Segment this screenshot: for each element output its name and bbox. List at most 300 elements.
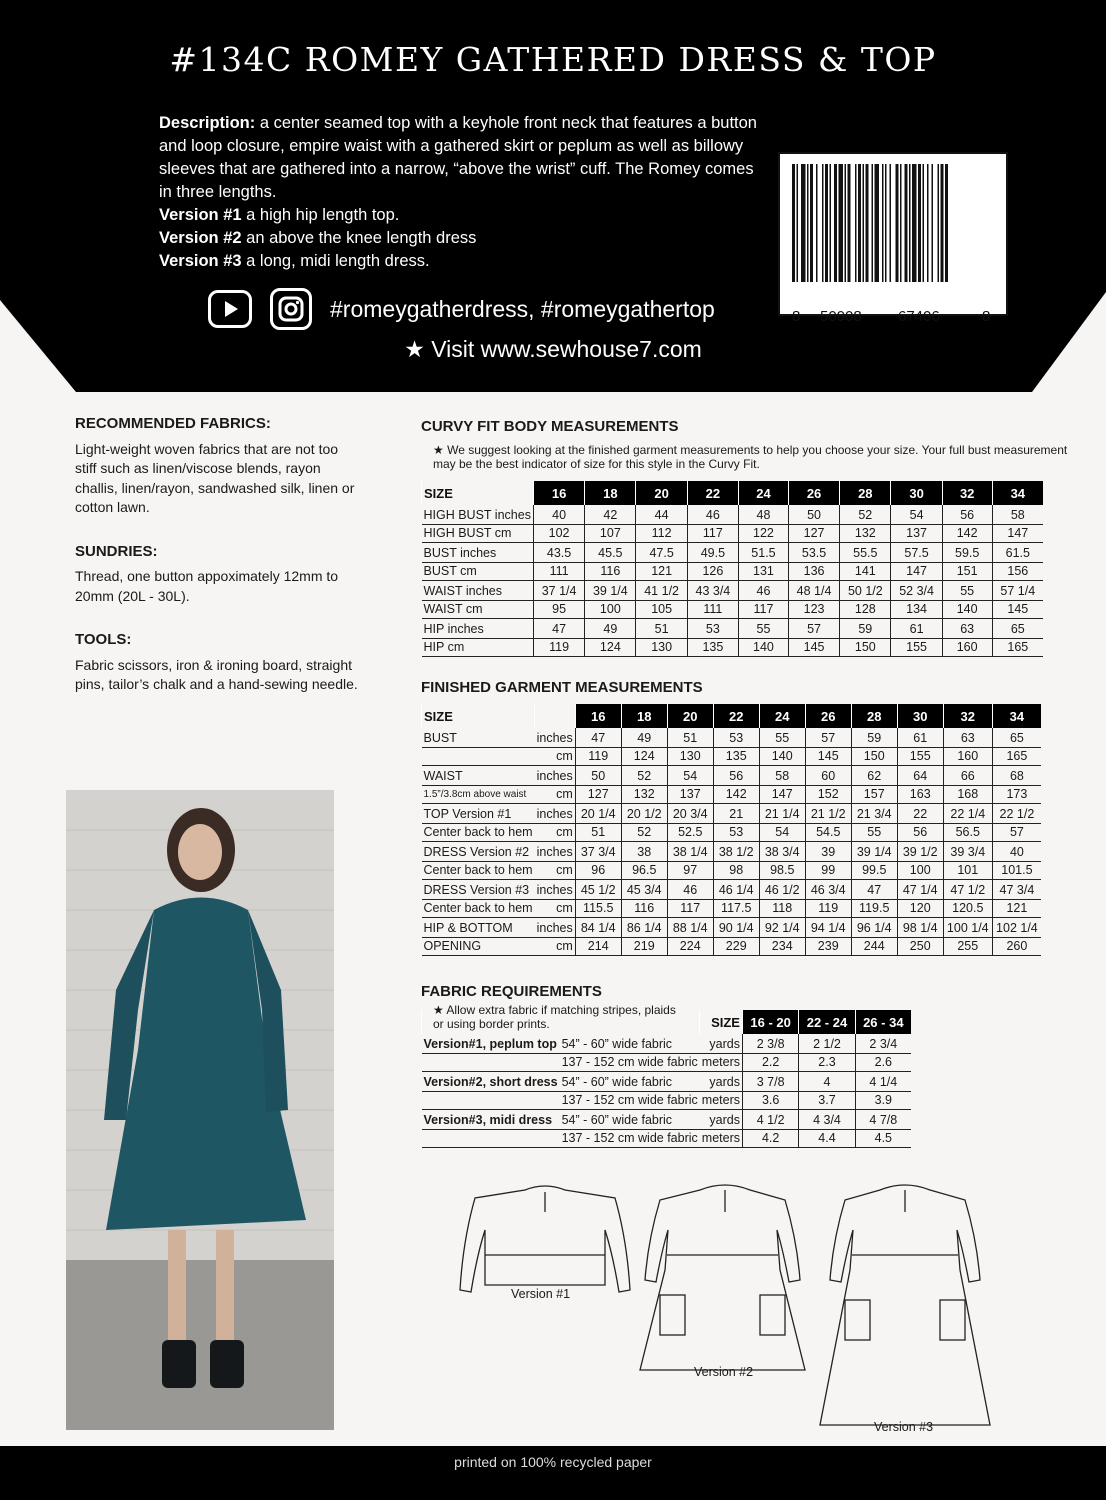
measurement-group xyxy=(422,543,1044,581)
table-cell: 132 xyxy=(621,786,667,804)
table-cell: 101.5 xyxy=(992,862,1041,880)
table-cell: 214 xyxy=(575,938,621,956)
row-label: OPENING xyxy=(422,938,535,956)
table-cell: 100 xyxy=(585,601,636,619)
table-cell: 116 xyxy=(585,563,636,581)
header-row xyxy=(422,1010,912,1034)
table-cell: 22 xyxy=(897,804,943,824)
barcode-bar xyxy=(866,164,869,282)
table-cell: 46 xyxy=(739,581,789,601)
row-label: Center back to hem xyxy=(422,862,535,880)
sundries-heading: SUNDRIES: xyxy=(75,542,158,560)
measurement-group xyxy=(422,804,1042,842)
version-name: Version#2, short dress xyxy=(422,1072,560,1092)
table-cell: 160 xyxy=(942,639,992,657)
technical-drawings xyxy=(455,1180,1015,1430)
table-cell: 132 xyxy=(840,525,891,543)
table-cell: 140 xyxy=(759,748,805,766)
spacer xyxy=(422,1010,700,1034)
table-cell: 157 xyxy=(851,786,897,804)
measurement-group xyxy=(422,505,1044,543)
table-cell: 47 xyxy=(575,728,621,748)
row-label xyxy=(422,748,535,766)
table-cell: 65 xyxy=(992,728,1041,748)
table-cell: 145 xyxy=(788,639,839,657)
version-name-blank xyxy=(422,1054,560,1072)
table-cell: 239 xyxy=(805,938,851,956)
table-cell: 99.5 xyxy=(851,862,897,880)
table-cell: 52 xyxy=(840,505,891,525)
table-cell: 234 xyxy=(759,938,805,956)
table-cell: 120 xyxy=(897,900,943,918)
table-cell: 4 1/2 xyxy=(742,1110,798,1130)
table-cell: 20 3/4 xyxy=(667,804,713,824)
table-row xyxy=(422,766,1042,786)
table-cell: 4.5 xyxy=(855,1130,911,1148)
table-cell: 2 1/2 xyxy=(799,1034,855,1054)
table-cell: 127 xyxy=(575,786,621,804)
table-cell: 117 xyxy=(739,601,789,619)
table-row xyxy=(422,748,1042,766)
table-cell: 21 1/4 xyxy=(759,804,805,824)
row-unit: inches xyxy=(535,766,576,786)
table-cell: 55 xyxy=(739,619,789,639)
table-cell: 20 1/4 xyxy=(575,804,621,824)
table-cell: 165 xyxy=(992,748,1041,766)
table-cell: 48 xyxy=(739,505,789,525)
table-cell: 136 xyxy=(788,563,839,581)
table-cell: 99 xyxy=(805,862,851,880)
sundries-text: Thread, one button appoximately 12mm to 20mm (20L - 30L). xyxy=(75,568,339,604)
table-cell: 111 xyxy=(687,601,738,619)
table-cell: 57 xyxy=(992,824,1041,842)
table-cell: 52.5 xyxy=(667,824,713,842)
body-measurements-table xyxy=(421,481,1043,657)
row-unit: cm xyxy=(535,824,576,842)
table-cell: 52 xyxy=(621,824,667,842)
barcode-bar xyxy=(810,164,813,282)
version-3-text: a long, midi length dress. xyxy=(241,252,430,270)
barcode-digits-left: 50008 xyxy=(820,308,862,325)
table-cell: 53.5 xyxy=(788,543,839,563)
size-col-header: 30 xyxy=(897,704,943,728)
table-cell: 47 1/2 xyxy=(943,880,992,900)
table-cell: 102 1/4 xyxy=(992,918,1041,938)
table-cell: 46 xyxy=(667,880,713,900)
table-cell: 102 xyxy=(533,525,584,543)
table-cell: 57 xyxy=(805,728,851,748)
table-cell: 46 xyxy=(687,505,738,525)
table-row xyxy=(422,842,1042,862)
size-col-header: 22 xyxy=(713,704,759,728)
barcode-bar xyxy=(909,164,911,282)
fabric-requirements-note: ★ Allow extra fabric if matching stripes, plaids or using border prints. xyxy=(433,1003,676,1031)
barcode-bar xyxy=(792,164,795,282)
table-cell: 59 xyxy=(840,619,891,639)
table-cell: 2 3/4 xyxy=(855,1034,911,1054)
size-col-header: 34 xyxy=(992,481,1043,505)
version-name-blank xyxy=(422,1130,560,1148)
table-cell: 40 xyxy=(992,842,1041,862)
measurement-group xyxy=(422,581,1044,619)
website-link[interactable]: ★ Visit www.sewhouse7.com xyxy=(404,336,702,362)
barcode-bar xyxy=(863,164,865,282)
barcode-bar xyxy=(816,164,818,282)
table-row xyxy=(422,1072,912,1092)
table-cell: 66 xyxy=(943,766,992,786)
table-cell: 250 xyxy=(897,938,943,956)
table-cell: 65 xyxy=(992,619,1043,639)
table-cell: 165 xyxy=(992,639,1043,657)
table-cell: 101 xyxy=(943,862,992,880)
instagram-icon[interactable] xyxy=(270,288,312,330)
table-row xyxy=(422,1110,912,1130)
measurement-group xyxy=(422,619,1044,657)
barcode-bar xyxy=(896,164,899,282)
table-cell: 119 xyxy=(805,900,851,918)
table-cell: 50 xyxy=(788,505,839,525)
row-label: HIGH BUST cm xyxy=(422,525,534,543)
table-cell: 58 xyxy=(992,505,1043,525)
table-cell: 2.3 xyxy=(799,1054,855,1072)
table-row xyxy=(422,505,1044,525)
table-row xyxy=(422,1130,912,1148)
table-cell: 56 xyxy=(713,766,759,786)
table-cell: 142 xyxy=(713,786,759,804)
table-cell: 147 xyxy=(759,786,805,804)
table-cell: 2.6 xyxy=(855,1054,911,1072)
table-cell: 4.4 xyxy=(799,1130,855,1148)
table-cell: 47 xyxy=(533,619,584,639)
table-cell: 53 xyxy=(713,824,759,842)
fabric-width: 54” - 60” wide fabric xyxy=(560,1034,700,1054)
barcode-bar xyxy=(839,164,844,282)
table-cell: 56 xyxy=(897,824,943,842)
hashtags: #romeygatherdress, #romeygathertop xyxy=(330,295,715,322)
barcode-digit-check: 8 xyxy=(982,308,991,325)
table-cell: 55.5 xyxy=(840,543,891,563)
header-banner xyxy=(0,0,1106,392)
fabric-requirements-table xyxy=(421,1010,911,1148)
row-unit: inches xyxy=(535,918,576,938)
table-cell: 95 xyxy=(533,601,584,619)
caption-version-2: Version #2 xyxy=(694,1365,754,1379)
barcode-bar xyxy=(848,164,851,282)
table-cell: 55 xyxy=(851,824,897,842)
fabric-width: 54” - 60” wide fabric xyxy=(560,1110,700,1130)
page-title: #134C ROMEY GATHERED DRESS & TOP xyxy=(169,40,937,79)
barcode xyxy=(778,152,1008,325)
table-cell: 51 xyxy=(636,619,687,639)
row-label: TOP Version #1 xyxy=(422,804,535,824)
table-cell: 49.5 xyxy=(687,543,738,563)
table-cell: 117 xyxy=(687,525,738,543)
table-cell: 61.5 xyxy=(992,543,1043,563)
table-cell: 39 1/2 xyxy=(897,842,943,862)
size-col-header: 22 xyxy=(687,481,738,505)
table-row xyxy=(422,525,1044,543)
table-cell: 3.6 xyxy=(742,1092,798,1110)
table-cell: 120.5 xyxy=(943,900,992,918)
barcode-bar xyxy=(830,164,832,282)
barcode-bar xyxy=(941,164,944,282)
table-cell: 47 xyxy=(851,880,897,900)
barcode-bar xyxy=(923,164,925,282)
table-cell: 57.5 xyxy=(891,543,942,563)
table-cell: 92 1/4 xyxy=(759,918,805,938)
barcode-bar xyxy=(872,164,874,282)
table-cell: 112 xyxy=(636,525,687,543)
table-cell: 107 xyxy=(585,525,636,543)
table-cell: 140 xyxy=(739,639,789,657)
table-row xyxy=(422,1054,912,1072)
table-cell: 145 xyxy=(992,601,1043,619)
table-row xyxy=(422,918,1042,938)
table-cell: 173 xyxy=(992,786,1041,804)
table-cell: 118 xyxy=(759,900,805,918)
table-cell: 38 1/2 xyxy=(713,842,759,862)
size-col-header: 28 xyxy=(851,704,897,728)
table-cell: 90 1/4 xyxy=(713,918,759,938)
table-cell: 152 xyxy=(805,786,851,804)
footer: printed on 100% recycled paper xyxy=(0,1446,1106,1500)
table-cell: 123 xyxy=(788,601,839,619)
barcode-bar xyxy=(938,164,940,282)
fabric-unit: meters xyxy=(700,1092,743,1110)
table-cell: 124 xyxy=(585,639,636,657)
barcode-bar xyxy=(875,164,880,282)
table-cell: 150 xyxy=(851,748,897,766)
table-cell: 60 xyxy=(805,766,851,786)
table-row xyxy=(422,1034,912,1054)
fabric-requirements-title: FABRIC REQUIREMENTS xyxy=(421,983,602,1000)
table-cell: 56.5 xyxy=(943,824,992,842)
table-cell: 115.5 xyxy=(575,900,621,918)
table-cell: 126 xyxy=(687,563,738,581)
table-cell: 116 xyxy=(621,900,667,918)
fabric-width: 137 - 152 cm wide fabric xyxy=(560,1130,700,1148)
table-cell: 62 xyxy=(851,766,897,786)
table-cell: 155 xyxy=(891,639,942,657)
table-cell: 147 xyxy=(992,525,1043,543)
barcode-bar xyxy=(845,164,847,282)
table-cell: 119.5 xyxy=(851,900,897,918)
table-cell: 160 xyxy=(943,748,992,766)
fabric-group xyxy=(422,1034,912,1072)
table-cell: 39 1/4 xyxy=(585,581,636,601)
table-cell: 224 xyxy=(667,938,713,956)
version-name: Version#3, midi dress xyxy=(422,1110,560,1130)
finished-measurements-table xyxy=(421,704,1041,956)
row-label: Center back to hem xyxy=(422,900,535,918)
row-label: Center back to hem xyxy=(422,824,535,842)
barcode-bar xyxy=(822,164,824,282)
table-cell: 156 xyxy=(992,563,1043,581)
fabric-unit: yards xyxy=(700,1110,743,1130)
table-row xyxy=(422,619,1044,639)
row-label: WAIST xyxy=(422,766,535,786)
table-cell: 52 xyxy=(621,766,667,786)
fabric-unit: yards xyxy=(700,1034,743,1054)
measurement-group xyxy=(422,728,1042,766)
table-cell: 43.5 xyxy=(533,543,584,563)
row-unit: inches xyxy=(535,842,576,862)
table-cell: 63 xyxy=(942,619,992,639)
fabric-unit: meters xyxy=(700,1054,743,1072)
table-cell: 4 1/4 xyxy=(855,1072,911,1092)
row-label: BUST xyxy=(422,728,535,748)
table-cell: 48 1/4 xyxy=(788,581,839,601)
barcode-bar xyxy=(885,164,887,282)
version-name-blank xyxy=(422,1092,560,1110)
size-col-header: 26 - 34 xyxy=(855,1010,911,1034)
table-cell: 37 3/4 xyxy=(575,842,621,862)
table-cell: 57 1/4 xyxy=(992,581,1043,601)
table-cell: 122 xyxy=(739,525,789,543)
table-cell: 4 3/4 xyxy=(799,1110,855,1130)
version-name: Version#1, peplum top xyxy=(422,1034,560,1054)
table-cell: 130 xyxy=(667,748,713,766)
size-col-header: 20 xyxy=(636,481,687,505)
size-col-header: 24 xyxy=(739,481,789,505)
row-label: DRESS Version #2 xyxy=(422,842,535,862)
tools-heading: TOOLS: xyxy=(75,631,132,648)
table-cell: 100 xyxy=(897,862,943,880)
barcode-bar xyxy=(890,164,892,282)
table-cell: 51 xyxy=(575,824,621,842)
table-cell: 145 xyxy=(805,748,851,766)
barcode-bar xyxy=(825,164,828,282)
table-cell: 54 xyxy=(667,766,713,786)
row-unit: inches xyxy=(535,804,576,824)
table-cell: 131 xyxy=(739,563,789,581)
table-row xyxy=(422,804,1042,824)
measurement-group xyxy=(422,842,1042,880)
table-cell: 151 xyxy=(942,563,992,581)
description-text: a center seamed top with a keyhole front neck that features a button and loop closure, empire waist with a gathered skirt or peplum as well as billowy sleeves that are gathered into a narrow, “above the wrist” cuff. The Romey comes in three lengths. xyxy=(159,114,757,201)
table-cell: 150 xyxy=(840,639,891,657)
row-unit: cm xyxy=(535,900,576,918)
table-cell: 105 xyxy=(636,601,687,619)
table-cell: 51 xyxy=(667,728,713,748)
table-cell: 147 xyxy=(891,563,942,581)
version-2-text: an above the knee length dress xyxy=(241,229,477,247)
fabric-unit: meters xyxy=(700,1130,743,1148)
description-label: Description: xyxy=(159,114,256,132)
table-cell: 39 3/4 xyxy=(943,842,992,862)
table-cell: 55 xyxy=(759,728,805,748)
table-cell: 4.2 xyxy=(742,1130,798,1148)
size-label: SIZE xyxy=(422,704,535,728)
table-cell: 21 xyxy=(713,804,759,824)
table-cell: 50 xyxy=(575,766,621,786)
table-cell: 39 xyxy=(805,842,851,862)
size-col-header: 26 xyxy=(805,704,851,728)
table-cell: 54 xyxy=(759,824,805,842)
fabric-width: 137 - 152 cm wide fabric xyxy=(560,1092,700,1110)
table-cell: 51.5 xyxy=(739,543,789,563)
table-cell: 111 xyxy=(533,563,584,581)
table-cell: 124 xyxy=(621,748,667,766)
version-1-label: Version #1 xyxy=(159,206,242,224)
row-label: 1.5”/3.8cm above waist xyxy=(422,786,535,804)
table-cell: 50 1/2 xyxy=(840,581,891,601)
table-cell: 137 xyxy=(667,786,713,804)
table-row xyxy=(422,862,1042,880)
barcode-bar xyxy=(807,164,809,282)
size-label: SIZE xyxy=(700,1010,743,1034)
row-unit: inches xyxy=(535,880,576,900)
youtube-icon[interactable] xyxy=(208,290,252,328)
table-cell: 229 xyxy=(713,938,759,956)
row-label: WAIST inches xyxy=(422,581,534,601)
table-row xyxy=(422,880,1042,900)
body-measurements-title: CURVY FIT BODY MEASUREMENTS xyxy=(421,418,679,435)
body-measurements-note: ★ We suggest looking at the finished garment measurements to help you choose your size. Your full bust measurement may be the best indicator of size for this style in the Curvy Fit. xyxy=(433,443,1068,471)
table-cell: 96.5 xyxy=(621,862,667,880)
header-row xyxy=(422,481,1044,505)
table-cell: 20 1/2 xyxy=(621,804,667,824)
table-cell: 63 xyxy=(943,728,992,748)
version-1-text: a high hip length top. xyxy=(241,206,400,224)
table-cell: 56 xyxy=(942,505,992,525)
fabric-width: 137 - 152 cm wide fabric xyxy=(560,1054,700,1072)
fabric-group xyxy=(422,1072,912,1110)
size-col-header: 16 xyxy=(533,481,584,505)
table-cell: 37 1/4 xyxy=(533,581,584,601)
table-cell: 53 xyxy=(713,728,759,748)
table-cell: 47 1/4 xyxy=(897,880,943,900)
table-cell: 21 3/4 xyxy=(851,804,897,824)
version-3-label: Version #3 xyxy=(159,252,242,270)
table-row xyxy=(422,900,1042,918)
table-cell: 128 xyxy=(840,601,891,619)
table-cell: 64 xyxy=(897,766,943,786)
table-cell: 121 xyxy=(992,900,1041,918)
row-label: WAIST cm xyxy=(422,601,534,619)
table-row xyxy=(422,1092,912,1110)
table-cell: 96 1/4 xyxy=(851,918,897,938)
size-col-header: 22 - 24 xyxy=(799,1010,855,1034)
row-label: HIP cm xyxy=(422,639,534,657)
table-cell: 137 xyxy=(891,525,942,543)
size-col-header: 28 xyxy=(840,481,891,505)
table-cell: 41 1/2 xyxy=(636,581,687,601)
row-unit: cm xyxy=(535,938,576,956)
table-row xyxy=(422,543,1044,563)
table-cell: 142 xyxy=(942,525,992,543)
barcode-digits-right: 67406 xyxy=(898,308,940,325)
table-cell: 61 xyxy=(891,619,942,639)
size-col-header: 16 - 20 xyxy=(742,1010,798,1034)
barcode-bar xyxy=(797,164,799,282)
table-cell: 135 xyxy=(713,748,759,766)
caption-version-3: Version #3 xyxy=(874,1420,934,1434)
table-cell: 49 xyxy=(585,619,636,639)
table-cell: 140 xyxy=(942,601,992,619)
table-cell: 61 xyxy=(897,728,943,748)
table-cell: 38 1/4 xyxy=(667,842,713,862)
table-cell: 47 3/4 xyxy=(992,880,1041,900)
row-label: BUST inches xyxy=(422,543,534,563)
table-cell: 2 3/8 xyxy=(742,1034,798,1054)
table-cell: 53 xyxy=(687,619,738,639)
row-label: BUST cm xyxy=(422,563,534,581)
size-col-header: 18 xyxy=(585,481,636,505)
size-col-header: 24 xyxy=(759,704,805,728)
fabrics-heading: RECOMMENDED FABRICS: xyxy=(75,415,271,432)
barcode-bar xyxy=(927,164,929,282)
